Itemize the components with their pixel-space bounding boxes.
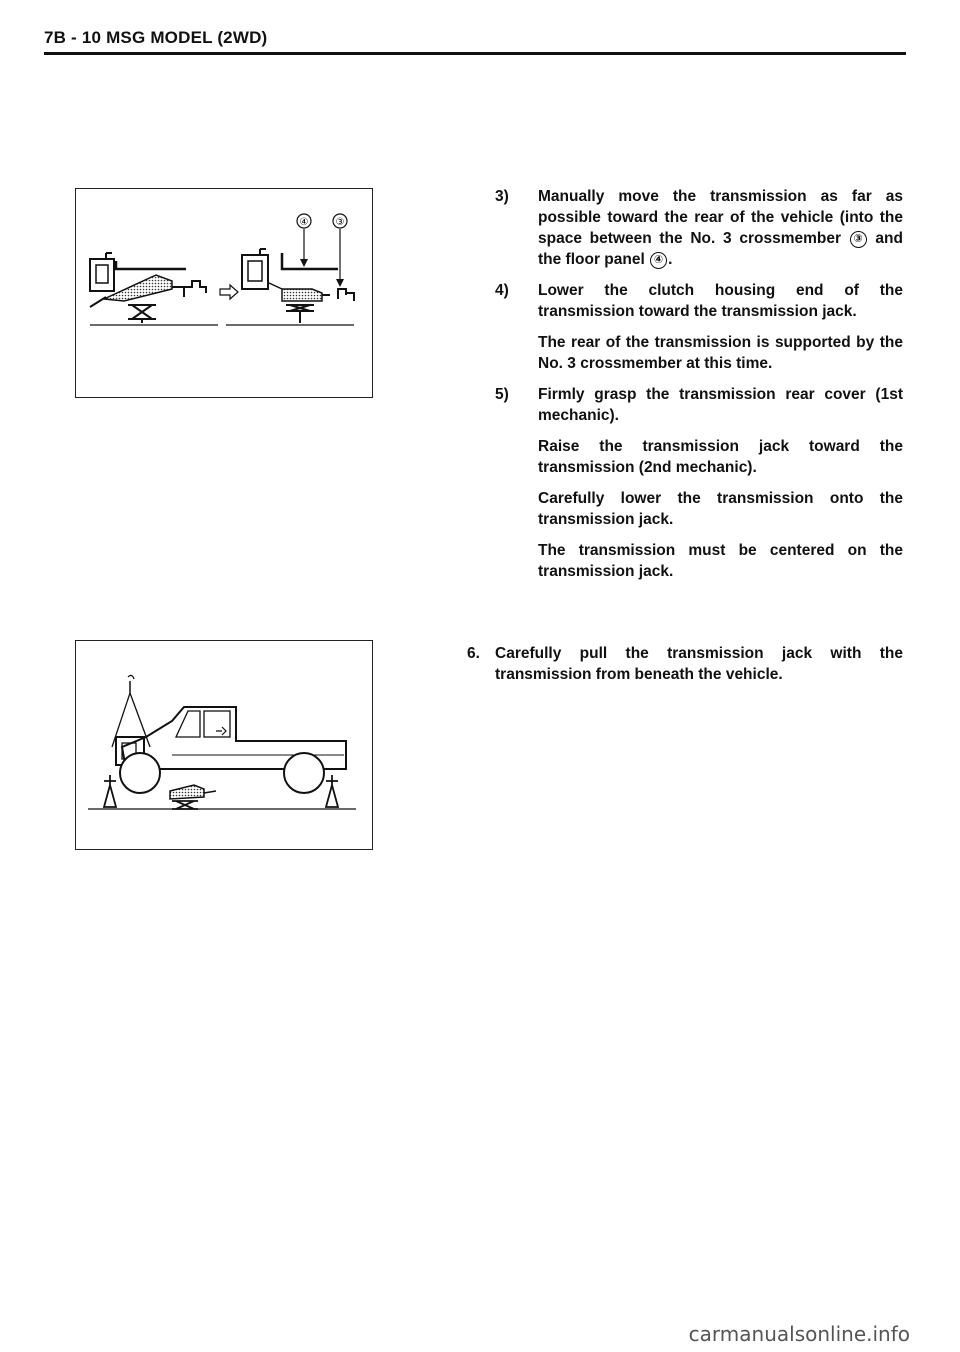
step-5: [495, 384, 903, 582]
procedure-steps: [495, 186, 903, 592]
page-header: 7B - 10 MSG MODEL (2WD): [44, 28, 268, 47]
figure-vehicle-on-stands: [75, 640, 373, 850]
watermark: carmanualsonline.info: [688, 1322, 910, 1346]
step-paragraph: The transmission must be centered on the transmission jack.: [538, 542, 903, 580]
step-number: 4): [495, 282, 509, 299]
header-rule: [44, 52, 906, 55]
figure-transmission-lowering: [75, 188, 373, 398]
step-paragraph: Carefully pull the transmission jack with the transmission from beneath the vehicle.: [495, 645, 903, 683]
step-number: 5): [495, 386, 509, 403]
step-paragraph: Firmly grasp the transmission rear cover (1st mechanic).: [538, 386, 903, 424]
step-paragraph: Lower the clutch housing end of the transmission toward the transmission jack.: [538, 282, 903, 320]
callout-ref-floor-panel: ④: [650, 252, 667, 269]
step-6: [467, 643, 903, 685]
step-paragraph: Manually move the transmission as far as possible toward the rear of the vehicle (into the space between the No. 3 crossmember ③ and the floor panel ④ .: [538, 188, 903, 268]
step-paragraph: Carefully lower the transmission onto the transmission jack.: [538, 490, 903, 528]
step-number: 3): [495, 188, 509, 205]
callout-floor-panel: ④: [299, 217, 309, 228]
step-3: [495, 186, 903, 270]
step-number: 6.: [467, 645, 480, 662]
callout-ref-crossmember: ③: [850, 231, 867, 248]
step-paragraph: Raise the transmission jack toward the transmission (2nd mechanic).: [538, 438, 903, 476]
callout-crossmember: ③: [335, 217, 345, 228]
step-paragraph: The rear of the transmission is supported by the No. 3 crossmember at this time.: [538, 334, 903, 372]
transmission-lowering-illustration: [76, 189, 372, 397]
vehicle-removal-illustration: [76, 641, 372, 849]
step-4: [495, 280, 903, 374]
